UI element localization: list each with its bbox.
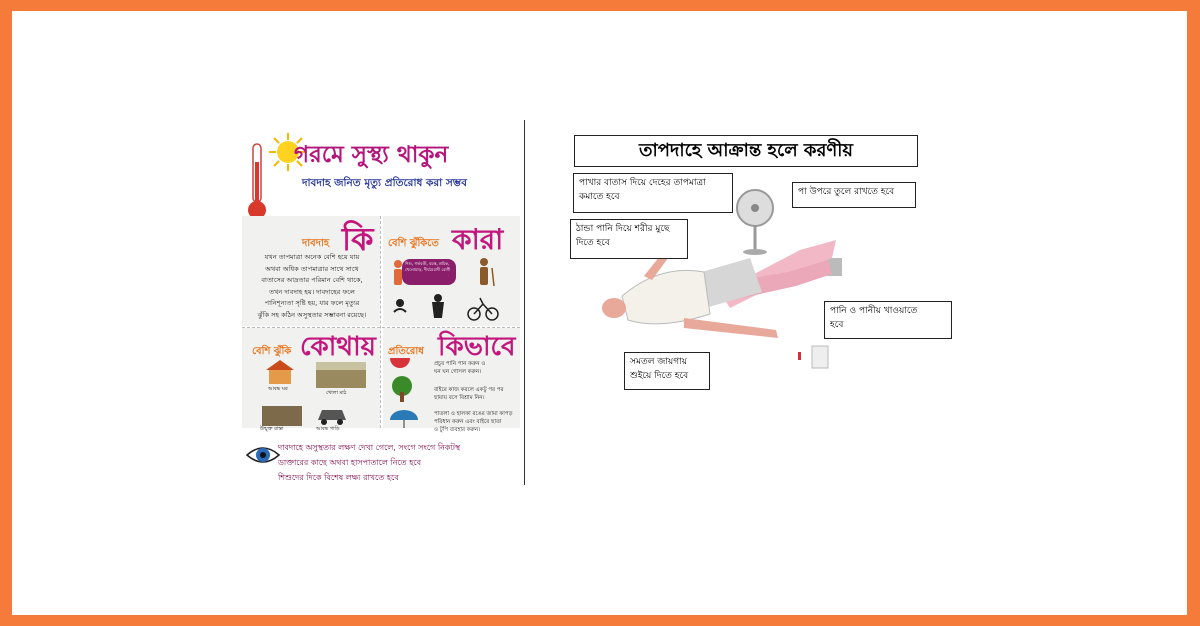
callout-lay-flat — [624, 352, 710, 390]
how-tip-line: বাইরে কাজ করলে একটু পর পর — [434, 387, 504, 393]
heat-health-poster — [238, 128, 522, 490]
poster-footer — [278, 440, 460, 485]
how-heading: কিভাবে — [438, 332, 516, 362]
what-line: যখন তাপমাত্রা অনেক বেশি হয়ে যায় — [264, 253, 360, 261]
callout-give-drink — [824, 301, 952, 339]
how-tip — [434, 386, 504, 402]
what-line: ঝুঁকি সহ কঠিন অসুস্থতার সম্ভাবনা রয়েছে। — [257, 310, 367, 319]
how-tip-line: পাতলা ও হালকা রঙের জামা কাপড় — [434, 411, 513, 417]
place-label: খোলা মাঠ — [326, 390, 347, 396]
what-heading: কি — [342, 220, 374, 258]
panel-divider-vertical — [380, 216, 381, 428]
callout-line: শুইয়ে দিতে হবে — [630, 371, 689, 381]
place-label: আবদ্ধ ঘর — [268, 386, 288, 392]
footer-line: দাবদাহে অসুস্থতার লক্ষণ দেখা গেলে, সংগে সংগে নিকটস্থ — [278, 443, 461, 452]
what-line: তখন দাবদাহ হয়। দাবদাহের ফলে — [269, 287, 355, 296]
callout-line: ঠান্ডা পানি দিয়ে শরীর মুছে — [576, 224, 670, 234]
who-label: বেশি ঝুঁকিতে — [388, 238, 439, 249]
place-label: আবদ্ধ গাড়ি — [316, 426, 340, 432]
how-tip-line: প্রচুর পানি পান করুন ও — [434, 361, 486, 367]
center-divider — [524, 120, 525, 485]
what-line: বাতাসের আদ্রতার পরিমান বেশি থাকে, — [261, 276, 363, 284]
thermometer-icon — [246, 142, 268, 222]
where-heading: কোথায় — [300, 332, 376, 362]
callout-fan — [573, 173, 733, 213]
what-line: অথবা অধিক তাপমাত্রার সাথে সাথে — [265, 264, 359, 273]
how-tip-line: ঘন ঘন গোসল করুন। — [434, 369, 482, 375]
how-tip — [434, 360, 485, 376]
poster-title: গরমে সুস্থ্য থাকুন — [294, 142, 449, 168]
where-label: বেশি ঝুঁকি — [252, 346, 292, 357]
callout-line: পানি ও পানীয় খাওয়াতে — [830, 306, 918, 316]
how-label: প্রতিরোধ — [388, 346, 424, 357]
what-line: পানিশূন্যতা সৃষ্টি হয়, যার ফলে মৃত্যুর — [264, 299, 360, 307]
footer-line: ডাক্তারের কাছে অথবা হাসপাতালে নিতে হবে — [278, 458, 422, 467]
footer-line: শিশুদের দিকে বিশেষ লক্ষ্য রাখতে হবে — [278, 473, 399, 482]
callout-line: হবে — [830, 320, 844, 330]
risk-groups-badge: শিশু, গর্ভবতী, বয়স্ক, শ্রমিক, খেলোয়াড়, দীর্ঘমেয়াদী রোগী — [402, 259, 456, 285]
callout-raise-legs — [792, 182, 916, 208]
prevention-illustrations — [388, 352, 430, 430]
poster-subtitle: দাবদাহ জনিত মৃত্যু প্রতিরোধ করা সম্ভব — [302, 177, 467, 189]
callout-line: পাখার বাতাস দিয়ে দেহের তাপমাত্রা — [579, 178, 706, 188]
who-heading: কারা — [452, 223, 504, 256]
what-description — [248, 252, 376, 321]
callout-line: সমতল জায়গায় — [630, 357, 688, 367]
eye-icon — [246, 442, 280, 468]
how-tip-line: ও টুপি ব্যবহার করুন। — [434, 427, 481, 433]
what-label: দাবদাহ — [302, 238, 330, 249]
firstaid-title: তাপদাহে আক্রান্ত হলে করণীয় — [574, 135, 918, 167]
place-label: উন্মুক্ত রাস্তা — [260, 426, 284, 432]
callout-line: কমাতে হবে — [579, 192, 620, 202]
callout-line: পা উপরে তুলে রাখতে হবে — [798, 187, 895, 197]
callout-wipe-body — [570, 219, 688, 259]
how-tip-line: ছায়ায় বসে বিশ্রাম নিন। — [434, 395, 485, 401]
how-tip-line: পরিধান করুন এবং বাইরে ছাতা — [434, 419, 502, 425]
callout-line: দিতে হবে — [576, 238, 610, 248]
risk-places-illustrations — [262, 360, 380, 430]
how-tip — [434, 410, 513, 434]
